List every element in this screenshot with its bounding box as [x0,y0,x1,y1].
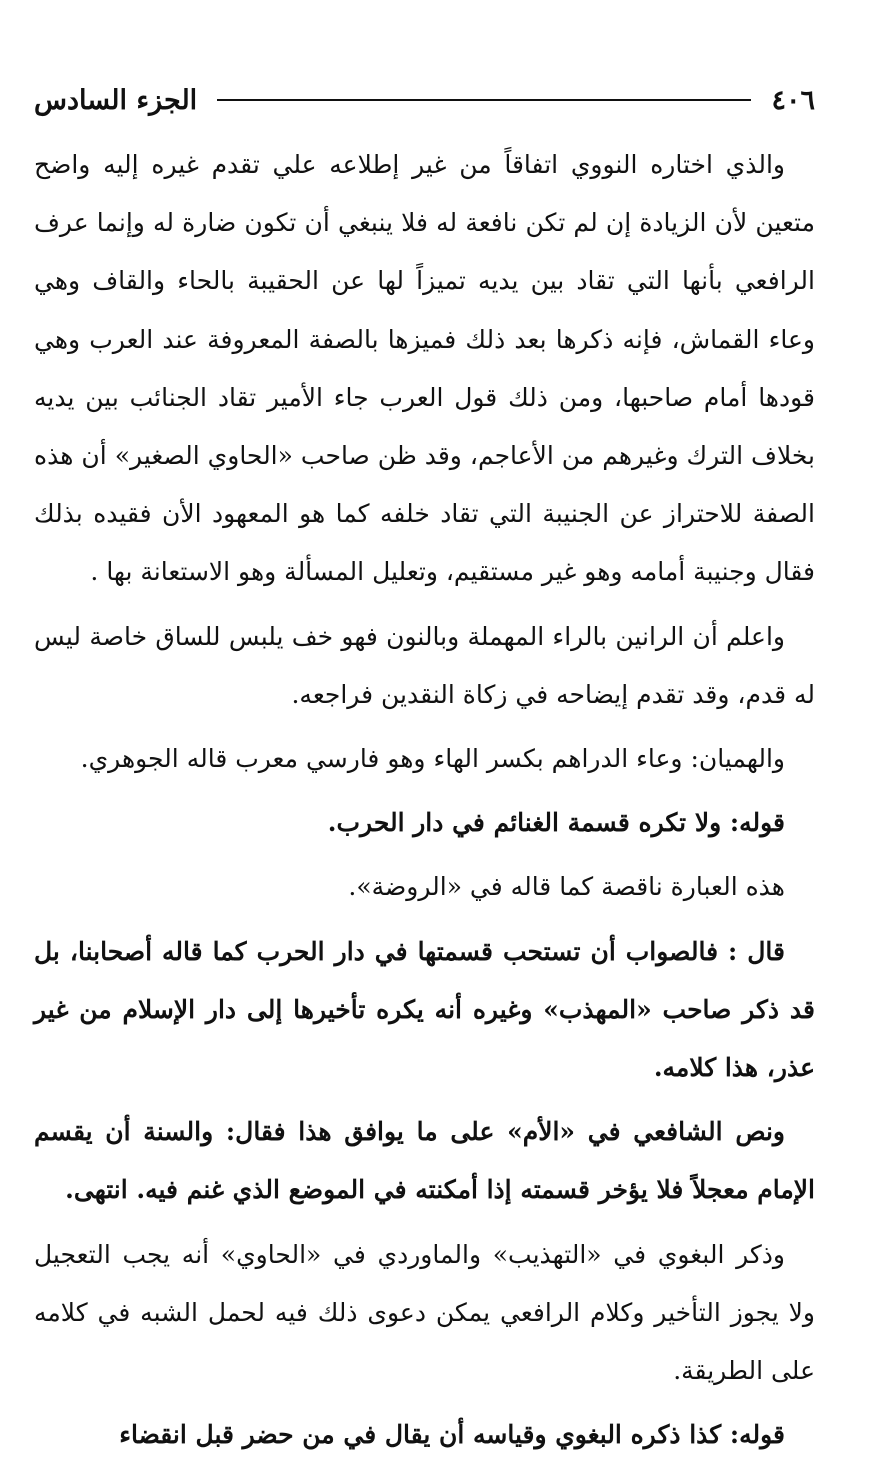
running-title: الجزء السادس [34,84,198,116]
paragraph: هذه العبارة ناقصة كما قاله في «الروضة». [348,872,785,902]
quote-heading: قوله: ولا تكره قسمة الغنائم في دار الحرب. [327,808,785,838]
quote-heading: قوله: كذا ذكره البغوي وقياسه أن يقال في من حضر قبل انقضاء [119,1420,785,1450]
paragraph: والذي اختاره النووي اتفاقاً من غير إطلاعه علي تقدم غيره إليه واضح متعين لأن الزيادة إن لم تكن نافعة له فلا ينبغي أن تكون ضارة له وإنما عرف الرافعي بأنها التي تقاد بين يديه تميزاً لها عن الحقيبة بالحاء والقاف وهي وعاء القماش، فإنه ذكرها بعد ذلك فميزها بالصفة المعروفة عند العرب وهي قودها أمام صاحبها، ومن ذلك قول العرب جاء الأمير تقاد الجنائب بين يديه بخلاف الترك وغيرهم من الأعاجم، وقد ظن صاحب «الحاوي الصغير» أن هذه الصفة للاحتراز عن الجنيبة التي تقاد خلفه كما هو المعهود الأن فقيده بذلك فقال وجنيبة أمامه وهو غير مستقيم، وتعليل المسألة وهو الاستعانة بها . [34,150,815,587]
quote-heading: ونص الشافعي في «الأم» على ما يوافق هذا فقال: والسنة أن يقسم الإمام معجلاً فلا يؤخر قسمته إذا أمكنته في الموضع الذي غنم فيه. انتهى. [34,1117,815,1205]
page-body [34,136,815,1464]
page-header [34,78,815,122]
paragraph: واعلم أن الرانين بالراء المهملة وبالنون فهو خف يلبس للساق خاصة ليس له قدم، وقد تقدم إيضاحه في زكاة النقدين فراجعه. [34,621,815,709]
paragraph: والهميان: وعاء الدراهم بكسر الهاء وهو فارسي معرب قاله الجوهري. [80,744,785,774]
quote-heading: قال : فالصواب أن تستحب قسمتها في دار الحرب كما قاله أصحابنا، بل قد ذكر صاحب «المهذب» وغيره أنه يكره تأخيرها إلى دار الإسلام من غير عذر، هذا كلامه. [34,936,815,1083]
paragraph: وذكر البغوي في «التهذيب» والماوردي في «الحاوي» أنه يجب التعجيل ولا يجوز التأخير وكلام الرافعي يمكن دعوى ذلك فيه لحمل الشبه في كلامه على الطريقة. [34,1239,815,1386]
page-number: ٤٠٦ [771,84,815,116]
header-rule [217,99,751,101]
